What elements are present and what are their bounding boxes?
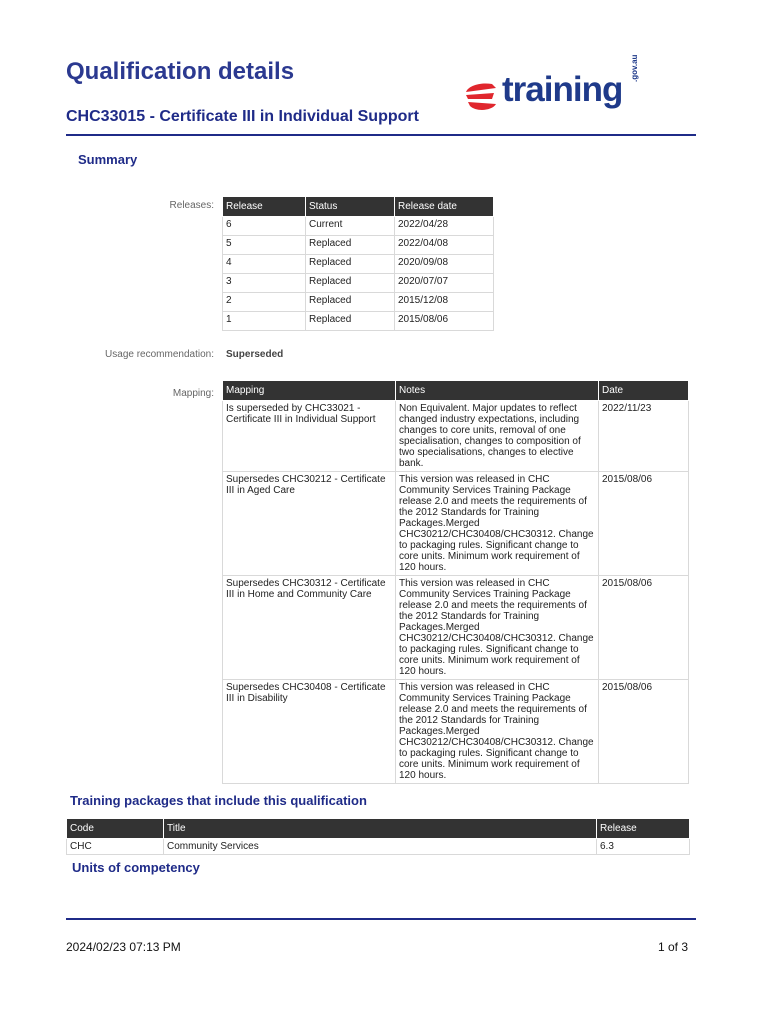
summary-heading: Summary xyxy=(78,152,138,167)
release-date: 2020/07/07 xyxy=(395,274,494,293)
qualification-title: CHC33015 - Certificate III in Individual Support xyxy=(66,108,419,125)
release-date: 2015/08/06 xyxy=(395,312,494,331)
release-date: 2020/09/08 xyxy=(395,255,494,274)
mapping-date: 2015/08/06 xyxy=(599,680,689,784)
logo-gov-suffix: .gov.au xyxy=(630,54,639,82)
tp-release: 6.3 xyxy=(597,839,690,855)
mapping-text: Supersedes CHC30212 - Certificate III in Aged Care xyxy=(223,472,396,576)
table-row xyxy=(223,236,494,255)
releases-col-release: Release xyxy=(223,197,306,217)
table-row xyxy=(223,255,494,274)
table-row xyxy=(223,576,689,680)
releases-table xyxy=(222,196,494,331)
release-number: 4 xyxy=(223,255,306,274)
page-title: Qualification details xyxy=(66,58,295,85)
release-status: Replaced xyxy=(306,255,395,274)
release-number: 2 xyxy=(223,293,306,312)
usage-label: Usage recommendation: xyxy=(105,349,214,360)
release-status: Replaced xyxy=(306,293,395,312)
releases-header-row xyxy=(223,197,494,217)
release-status: Replaced xyxy=(306,312,395,331)
release-date: 2015/12/08 xyxy=(395,293,494,312)
table-row xyxy=(223,472,689,576)
mapping-notes: This version was released in CHC Community Services Training Package release 2.0 and meets the requirements of the 2012 Standards for Training Packages.Merged CHC30212/CHC30408/CHC30312. Change to packaging rules. Significant change to core units. Minimum work requirement of 120 hours. xyxy=(396,680,599,784)
mapping-date: 2015/08/06 xyxy=(599,576,689,680)
mapping-text: Supersedes CHC30408 - Certificate III in Disability xyxy=(223,680,396,784)
release-status: Current xyxy=(306,217,395,236)
header-divider xyxy=(66,134,696,136)
tp-title: Community Services xyxy=(164,839,597,855)
table-row xyxy=(223,217,494,236)
releases-col-date: Release date xyxy=(395,197,494,217)
table-row xyxy=(223,680,689,784)
mapping-text: Supersedes CHC30312 - Certificate III in Home and Community Care xyxy=(223,576,396,680)
table-row xyxy=(223,312,494,331)
footer-page-number: 1 of 3 xyxy=(657,940,688,954)
logo-wordmark: training xyxy=(502,70,623,109)
training-packages-table xyxy=(66,818,690,855)
release-number: 5 xyxy=(223,236,306,255)
release-number: 6 xyxy=(223,217,306,236)
table-row xyxy=(223,401,689,472)
table-row xyxy=(223,274,494,293)
usage-value: Superseded xyxy=(226,349,284,360)
units-of-competency-heading: Units of competency xyxy=(72,860,200,875)
table-row xyxy=(223,293,494,312)
release-number: 1 xyxy=(223,312,306,331)
footer-divider xyxy=(66,918,696,920)
releases-label: Releases: xyxy=(169,200,214,211)
training-gov-au-logo[interactable] xyxy=(462,54,682,118)
mapping-text: Is superseded by CHC33021 - Certificate III in Individual Support xyxy=(223,401,396,472)
tp-col-release: Release xyxy=(597,819,690,839)
release-date: 2022/04/08 xyxy=(395,236,494,255)
release-date: 2022/04/28 xyxy=(395,217,494,236)
mapping-header-row xyxy=(223,381,689,401)
release-number: 3 xyxy=(223,274,306,293)
training-packages-heading: Training packages that include this qualification xyxy=(70,793,367,808)
releases-col-status: Status xyxy=(306,197,395,217)
release-status: Replaced xyxy=(306,236,395,255)
tp-col-code: Code xyxy=(67,819,164,839)
mapping-notes: This version was released in CHC Community Services Training Package release 2.0 and meets the requirements of the 2012 Standards for Training Packages.Merged CHC30212/CHC30408/CHC30312. Change to packaging rules. Significant change to core units. Minimum work requirement of 120 hours. xyxy=(396,472,599,576)
mapping-table xyxy=(222,380,689,784)
mapping-label: Mapping: xyxy=(172,388,214,399)
mapping-col-mapping: Mapping xyxy=(223,381,396,401)
mapping-date: 2022/11/23 xyxy=(599,401,689,472)
mapping-date: 2015/08/06 xyxy=(599,472,689,576)
training-packages-header-row xyxy=(67,819,690,839)
mapping-col-notes: Notes xyxy=(396,381,599,401)
release-status: Replaced xyxy=(306,274,395,293)
footer-datetime: 2024/02/23 07:13 PM xyxy=(66,940,181,954)
tp-code: CHC xyxy=(67,839,164,855)
mapping-notes: Non Equivalent. Major updates to reflect changed industry expectations, including changes to core units, removal of one specialisation, changes to composition of two specialisations, changes to elective bank. xyxy=(396,401,599,472)
mapping-notes: This version was released in CHC Community Services Training Package release 2.0 and meets the requirements of the 2012 Standards for Training Packages.Merged CHC30212/CHC30408/CHC30312. Change to packaging rules. Significant change to core units. Minimum work requirement of 120 hours. xyxy=(396,576,599,680)
logo-swoosh-icon xyxy=(462,78,502,114)
tp-col-title: Title xyxy=(164,819,597,839)
mapping-col-date: Date xyxy=(599,381,689,401)
table-row xyxy=(67,839,690,855)
